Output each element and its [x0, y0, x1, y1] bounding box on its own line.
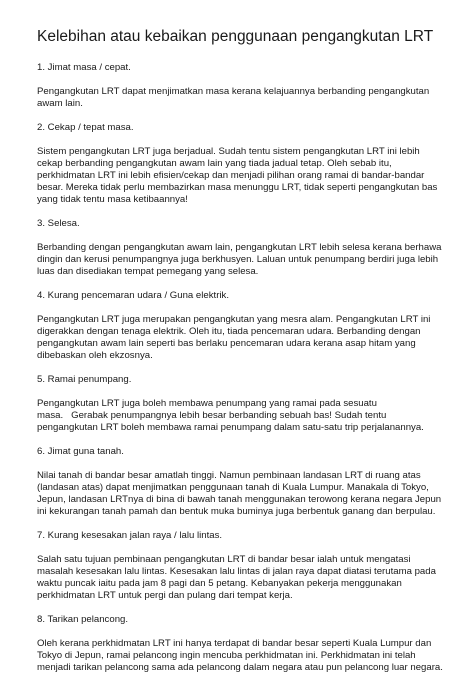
section-paragraph [37, 86, 450, 110]
paragraph-line: ini kekurangan tanah pamah dan bentuk muka buminya juga berbentuk ganang dan berpulau. [37, 506, 436, 517]
paragraph-line: Tokyo di Jepun, ramai pelancong ingin mencuba perkhidmatan ini. Perkhidmatan ini telah [37, 650, 416, 661]
paragraph-line: awam lain. [37, 98, 83, 109]
paragraph-line: dibebaskan oleh ekzosnya. [37, 350, 153, 361]
paragraph-line: pengangkutan awam lain seperti bas berlaku pencemaran udara kerana asap hitam yang [37, 338, 416, 349]
section-paragraph [37, 146, 450, 206]
paragraph-line: Pengangkutan LRT juga merupakan pengangkutan yang mesra alam. Pengangkutan LRT ini [37, 314, 431, 325]
paragraph-line: pengangkutan LRT boleh membawa ramai penumpang dalam satu-satu trip perjalanannya. [37, 422, 424, 433]
paragraph-line: luas dan disediakan tempat pemegang yang selesa. [37, 266, 259, 277]
document-title: Kelebihan atau kebaikan penggunaan pengangkutan LRT [37, 28, 434, 45]
section-6 [37, 446, 450, 518]
paragraph-line: yang tidak tentu masa ketibaannya! [37, 194, 188, 205]
section-heading: 2. Cekap / tepat masa. [37, 122, 134, 133]
section-paragraph [37, 638, 450, 674]
paragraph-line: masa. Gerabak penumpangnya lebih besar berbanding sebuah bas! Sudah tentu [37, 410, 387, 421]
section-5 [37, 374, 450, 434]
paragraph-line: besar. Mereka tidak perlu membazirkan masa menunggu LRT, tidak seperti pengangkutan bas [37, 182, 438, 193]
section-8 [37, 614, 450, 674]
section-heading: 7. Kurang kesesakan jalan raya / lalu lintas. [37, 530, 223, 541]
paragraph-line: Nilai tanah di bandar besar amatlah tinggi. Namun pembinaan landasan LRT di ruang atas [37, 470, 421, 481]
section-2 [37, 122, 450, 206]
paragraph-line: Jepun, landasan LRTnya di bina di bawah tanah menggunakan terowong kerana negara Jepun [37, 494, 442, 505]
section-heading: 5. Ramai penumpang. [37, 374, 132, 385]
section-paragraph [37, 242, 450, 278]
section-7 [37, 530, 450, 602]
section-heading: 6. Jimat guna tanah. [37, 446, 124, 457]
paragraph-line: cekap berbanding pengangkutan awam lain yang tiada jadual tetap. Oleh sebab itu, [37, 158, 392, 169]
paragraph-line: perkhidmatan LRT untuk pergi dan pulang dari tempat kerja. [37, 590, 293, 601]
paragraph-line: digerakkan dengan tenaga elektrik. Oleh itu, tiada pencemaran udara. Berbanding dengan [37, 326, 421, 337]
paragraph-line: masalah kesesakan lalu lintas. Kesesakan lalu lintas di jalan raya dapat diatasi terutama pada [37, 566, 436, 577]
section-heading: 4. Kurang pencemaran udara / Guna elektrik. [37, 290, 229, 301]
section-heading: 3. Selesa. [37, 218, 80, 229]
paragraph-line: dingin dan kerusi penumpangnya juga berkhusyen. Laluan untuk penumpang berdiri juga lebih [37, 254, 439, 265]
paragraph-line: (landasan atas) dapat menjimatkan penggunaan tanah di Kuala Lumpur. Manakala di Tokyo, [37, 482, 429, 493]
section-3 [37, 218, 450, 278]
paragraph-line: Sistem pengangkutan LRT juga berjadual. Sudah tentu sistem pengangkutan LRT ini lebih [37, 146, 420, 157]
paragraph-line: Pengangkutan LRT dapat menjimatkan masa kerana kelajuannya berbanding pengangkutan [37, 86, 430, 97]
paragraph-line: menjadi tarikan pelancong sama ada pelancong dalam negara atau pun pelancong luar negara. [37, 662, 443, 673]
section-paragraph [37, 470, 450, 518]
section-heading: 1. Jimat masa / cepat. [37, 62, 131, 73]
paragraph-line: perkhidmatan LRT ini lebih efisien/cekap dan menjadi pilihan orang ramai di bandar-bandar [37, 170, 425, 181]
paragraph-line: Pengangkutan LRT juga boleh membawa penumpang yang ramai pada sesuatu [37, 398, 377, 409]
paragraph-line: Salah satu tujuan pembinaan pengangkutan LRT di bandar besar ialah untuk mengatasi [37, 554, 411, 565]
section-paragraph [37, 314, 450, 362]
paragraph-line: Oleh kerana perkhidmatan LRT ini hanya terdapat di bandar besar seperti Kuala Lumpur dan [37, 638, 432, 649]
section-paragraph [37, 398, 450, 434]
section-4 [37, 290, 450, 362]
section-1 [37, 62, 450, 110]
section-paragraph [37, 554, 450, 602]
section-heading: 8. Tarikan pelancong. [37, 614, 129, 625]
paragraph-line: waktu puncak iaitu pada jam 8 pagi dan 5 petang. Kebanyakan pekerja menggunakan [37, 578, 402, 589]
paragraph-line: Berbanding dengan pengangkutan awam lain, pengangkutan LRT lebih selesa kerana berhawa [37, 242, 442, 253]
